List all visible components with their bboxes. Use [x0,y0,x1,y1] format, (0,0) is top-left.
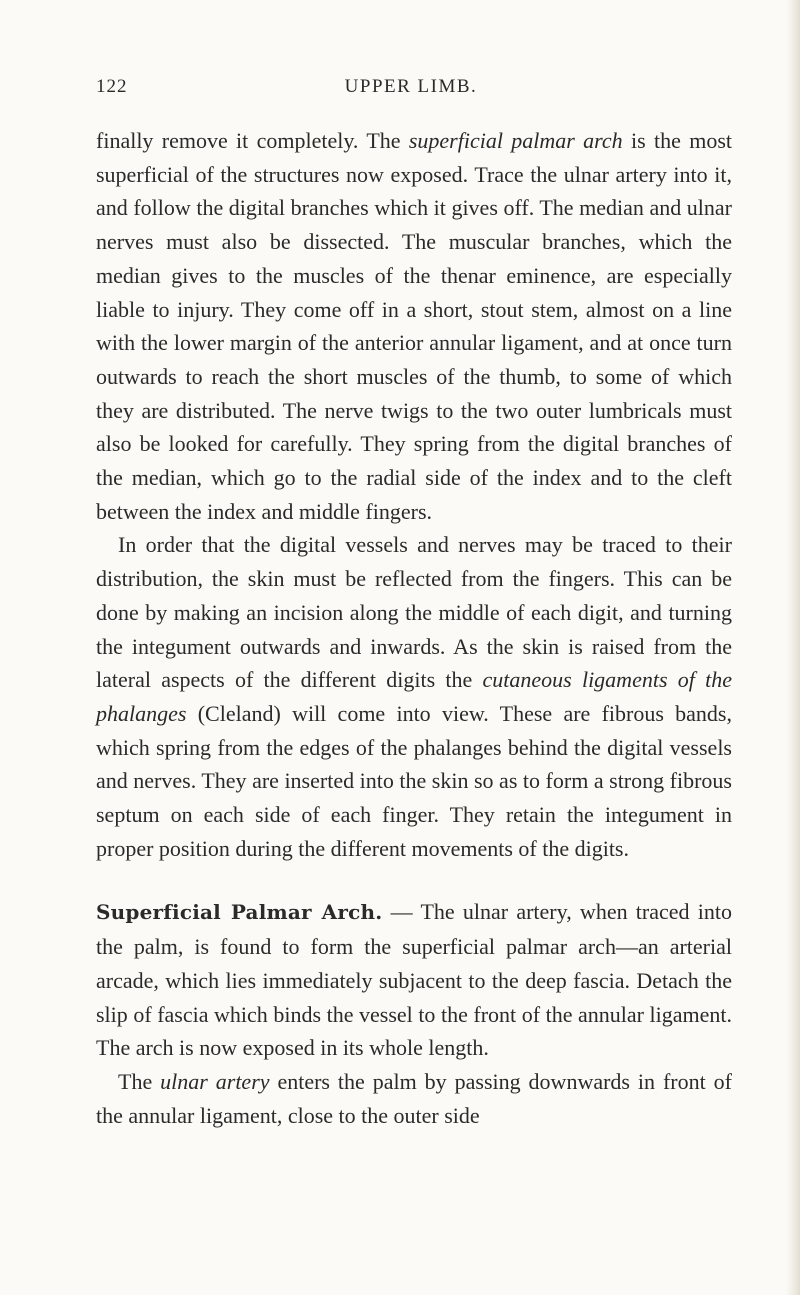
text-segment: In order that the digital vessels and nerves may be traced to their distribution, the skin must be reflected from the fingers. This can be done by making an incision along the middle of each digit, and turning the integument outwards and inwards. As the skin is raised from the lateral aspects of the different digits the [96,532,732,693]
italic-term: cutaneous ligaments of the phalanges [96,667,732,726]
italic-term: ulnar artery [160,1068,270,1094]
text-segment: finally remove it completely. The [96,128,409,153]
page-edge-shadow [786,0,800,1295]
section-heading: Superficial Palmar Arch. [96,900,383,925]
running-head: UPPER LIMB. [344,76,478,97]
body-text [96,124,732,1132]
paragraph [96,1065,732,1132]
paragraph-continued [96,124,732,528]
page-header [96,76,726,106]
section-paragraph [96,895,732,1065]
paragraph [96,528,732,865]
text-segment: The [118,1068,161,1094]
italic-term: superficial palmar arch [408,128,623,153]
text-segment: is the most superficial of the structures now exposed. Trace the ulnar artery into it, and follow the digital branches which it gives off. The median and ulnar nerves must also be dissected. The muscular branches, which the median gives to the muscles of the thenar eminence, are especially liable to injury. They come off in a short, stout stem, almost on a line with the lower margin of the anterior annular ligament, and at once turn outwards to reach the short muscles of the thumb, to some of which they are distributed. The nerve twigs to the two outer lumbricals must also be looked for carefully. They spring from the digital branches of the median, which go to the radial side of the index and to the cleft between the index and middle fingers. [96,128,732,524]
text-segment: — The ulnar artery, when traced into the palm, is found to form the superficial palmar arch—an arterial arcade, which lies immediately subjacent to the deep fascia. Detach the slip of fascia which binds the vessel to the front of the annular ligament. The arch is now exposed in its whole length. [96,899,732,1061]
page-number: 122 [96,76,128,97]
text-segment: enters the palm by passing downwards in front of the annular ligament, close to the outer side [96,1068,732,1128]
text-segment: (Cleland) will come into view. These are fibrous bands, which spring from the edges of the phalanges behind the digital vessels and nerves. They are inserted into the skin so as to form a strong fibrous septum on each side of each finger. They retain the integument in proper position during the different movements of the digits. [96,700,732,861]
